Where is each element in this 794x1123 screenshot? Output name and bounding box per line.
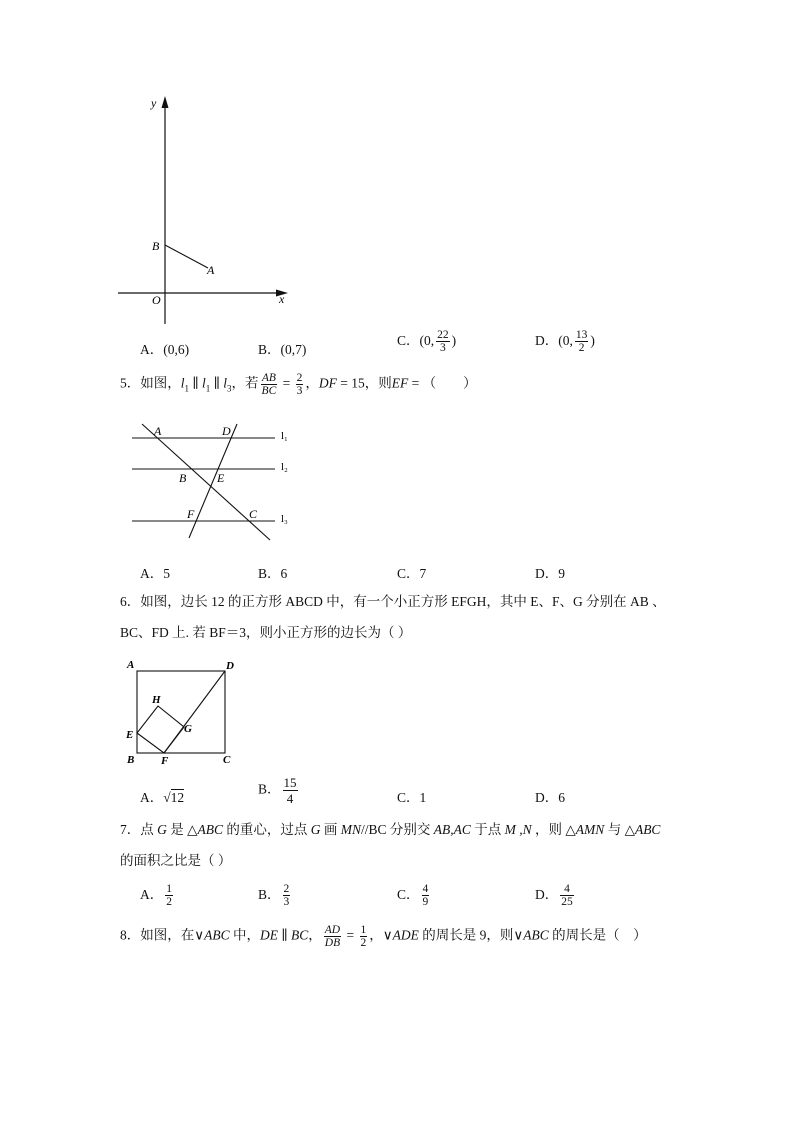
q5-stem [120, 372, 477, 397]
denominator: 2 [360, 937, 367, 949]
df-value: = 15，则 [336, 375, 392, 391]
label-f: F [187, 507, 195, 521]
fraction-1-2 [360, 924, 368, 949]
denominator: 25 [561, 896, 573, 909]
label-d: D [222, 424, 231, 438]
q5-number: 5．如图， [120, 375, 181, 391]
text: ，则 [531, 822, 566, 837]
points-mn: M ,N [504, 822, 532, 837]
point-g: G [157, 822, 167, 837]
text: ， [369, 927, 383, 943]
transversal-ac [142, 424, 270, 540]
option-value: (0,7) [280, 342, 307, 357]
option-suffix: ) [590, 333, 595, 348]
q5-option-a[interactable] [140, 562, 170, 582]
q6-option-c[interactable] [397, 786, 426, 806]
text: 画 [320, 822, 341, 837]
label-l3: l₃ [281, 513, 288, 525]
q7-option-c[interactable] [397, 883, 431, 908]
q4-option-d[interactable] [535, 329, 595, 354]
option-value: (0,6) [163, 342, 190, 357]
parallel: // [361, 822, 369, 837]
numerator: 1 [360, 924, 367, 936]
q4-option-c[interactable] [397, 329, 456, 354]
text: 于点 [470, 822, 505, 837]
option-letter: B． [258, 781, 281, 797]
fraction [575, 329, 589, 354]
label-c: C [249, 507, 258, 521]
l3: l [223, 375, 228, 391]
label-b: B [127, 754, 135, 766]
fraction [165, 883, 173, 908]
fraction [436, 329, 450, 354]
point-g: G [310, 822, 321, 837]
q4-coordinate-figure [110, 92, 300, 328]
segment-de: DE [260, 927, 279, 943]
label-h: H [152, 694, 161, 706]
q4-option-b[interactable] [258, 338, 306, 358]
fraction-ab-bc [261, 372, 278, 397]
triangle-abc: ∨ABC [513, 927, 549, 943]
q4-option-a[interactable] [140, 338, 189, 358]
denominator: 3 [296, 385, 303, 397]
text: 的重心，过点 [223, 822, 311, 837]
option-letter: A． [140, 887, 164, 902]
answer-blank: = （ ） [408, 375, 477, 391]
q6-square-figure [120, 656, 245, 768]
segment-mn: MN [340, 822, 362, 837]
comma: ， [305, 375, 319, 391]
text: BC 分别交 [368, 822, 434, 837]
label-e: E [126, 729, 134, 741]
parallel: ∥ [278, 927, 292, 943]
option-letter: D． [535, 333, 559, 348]
q6-stem-line1: 6．如图，边长 12 的正方形 ABCD 中，有一个小正方形 EFGH，其中 E、F、G 分别在 AB 、 [120, 594, 666, 609]
q7-option-d[interactable] [535, 883, 576, 908]
q5-option-d[interactable] [535, 562, 565, 582]
option-prefix: (0, [419, 333, 435, 348]
option-text: A．5 [140, 566, 170, 581]
denominator: BC [261, 385, 277, 397]
q6-stem-line2: BC、FD 上. 若 BF＝3，则小正方形的边长为（ ） [120, 625, 412, 640]
label-l2: l₂ [281, 461, 288, 473]
segment-bc: BC [291, 927, 309, 943]
q7-option-b[interactable] [258, 883, 292, 908]
denominator: 4 [286, 791, 294, 806]
label-c: C [223, 754, 231, 766]
q7-option-a[interactable] [140, 883, 175, 908]
label-f: F [161, 755, 169, 767]
denominator: 2 [166, 896, 172, 909]
option-letter: A． [140, 342, 164, 357]
label-e: E [217, 471, 225, 485]
option-text: C．1 [397, 790, 427, 805]
text: 7．点 [120, 822, 158, 837]
triangle-amn: △AMN [565, 822, 605, 837]
l3-sub: 3 [227, 383, 232, 394]
option-letter: C． [397, 887, 420, 902]
y-axis-arrow [162, 96, 169, 108]
sqrt-sign: √ [163, 790, 171, 805]
option-letter: B． [258, 342, 281, 357]
l2: l [202, 375, 206, 391]
fraction [560, 883, 574, 908]
df: DF [318, 375, 337, 391]
label-l1: l₁ [281, 430, 288, 442]
numerator: 2 [283, 883, 290, 896]
triangle-abc: △ABC [187, 822, 224, 837]
q5-option-c[interactable] [397, 562, 426, 582]
triangle-abc: ∨ABC [194, 927, 230, 943]
equals: = [343, 927, 358, 943]
numerator: 13 [575, 329, 588, 342]
triangle-ade: ∨ADE [382, 927, 419, 943]
q5-option-b[interactable] [258, 562, 287, 582]
label-g: G [184, 723, 192, 735]
option-text: D．9 [535, 566, 565, 581]
equals: = [279, 375, 294, 391]
text: 是 [166, 822, 188, 837]
text: 8．如图，在 [120, 927, 195, 943]
label-x: x [279, 292, 285, 306]
label-a: A [207, 263, 215, 277]
fraction [283, 775, 298, 806]
numerator: 4 [560, 883, 574, 896]
label-b: B [152, 239, 160, 253]
q6-option-a[interactable] [140, 786, 184, 806]
denominator: 3 [440, 342, 446, 355]
option-text: D．6 [535, 790, 565, 805]
label-b: B [179, 471, 187, 485]
denominator: 9 [422, 896, 429, 909]
numerator: 2 [296, 372, 303, 384]
comma: ， [308, 927, 322, 943]
option-prefix: (0, [558, 333, 573, 348]
segments-ab-ac: AB,AC [433, 822, 471, 837]
label-a: A [127, 659, 135, 671]
label-o: O [152, 293, 161, 307]
radicand: 12 [170, 790, 185, 805]
q7-stem-line1 [120, 821, 660, 839]
option-text: C．7 [397, 566, 427, 581]
denominator: 2 [578, 342, 585, 355]
square-abcd [137, 671, 225, 753]
q6-option-d[interactable] [535, 786, 565, 806]
fraction-ad-db [324, 924, 341, 949]
numerator: AD [324, 924, 341, 936]
numerator: 4 [422, 883, 429, 896]
option-letter: A． [140, 790, 164, 805]
numerator: AB [261, 372, 276, 384]
denominator: 3 [283, 896, 290, 909]
square-efgh [137, 706, 184, 753]
option-text: B．6 [258, 566, 288, 581]
triangle-abc: △ABC [624, 822, 661, 837]
text: 的周长是（ ） [548, 927, 647, 943]
label-d: D [226, 660, 234, 672]
option-suffix: ) [451, 333, 457, 348]
q6-option-b[interactable] [258, 775, 300, 806]
numerator: 1 [166, 883, 172, 896]
denominator: DB [324, 937, 341, 949]
segment-ab [165, 245, 208, 268]
text: 与 [604, 822, 625, 837]
numerator: 15 [283, 775, 297, 790]
ef: EF [391, 375, 409, 391]
l1: l [180, 375, 185, 391]
option-letter: D． [535, 887, 559, 902]
q8-stem [120, 924, 647, 949]
l1-sub: 1 [184, 383, 190, 394]
label-a: A [154, 424, 162, 438]
label-y: y [151, 96, 157, 110]
parallel: ∥ [189, 375, 203, 391]
q5-parallel-lines-figure [125, 420, 305, 545]
fraction [422, 883, 430, 908]
parallel: ∥ [210, 375, 224, 391]
q7-stem-line2: 的面积之比是（ ） [120, 853, 232, 868]
l2-sub: 1 [205, 383, 211, 394]
text: 中， [229, 927, 261, 943]
text: 的周长是 9，则 [418, 927, 514, 943]
option-letter: B． [258, 887, 281, 902]
numerator: 22 [437, 329, 449, 342]
fraction [283, 883, 291, 908]
option-letter: C． [397, 333, 420, 348]
ruo-text: ，若 [231, 375, 259, 391]
fraction-2-3 [296, 372, 304, 397]
